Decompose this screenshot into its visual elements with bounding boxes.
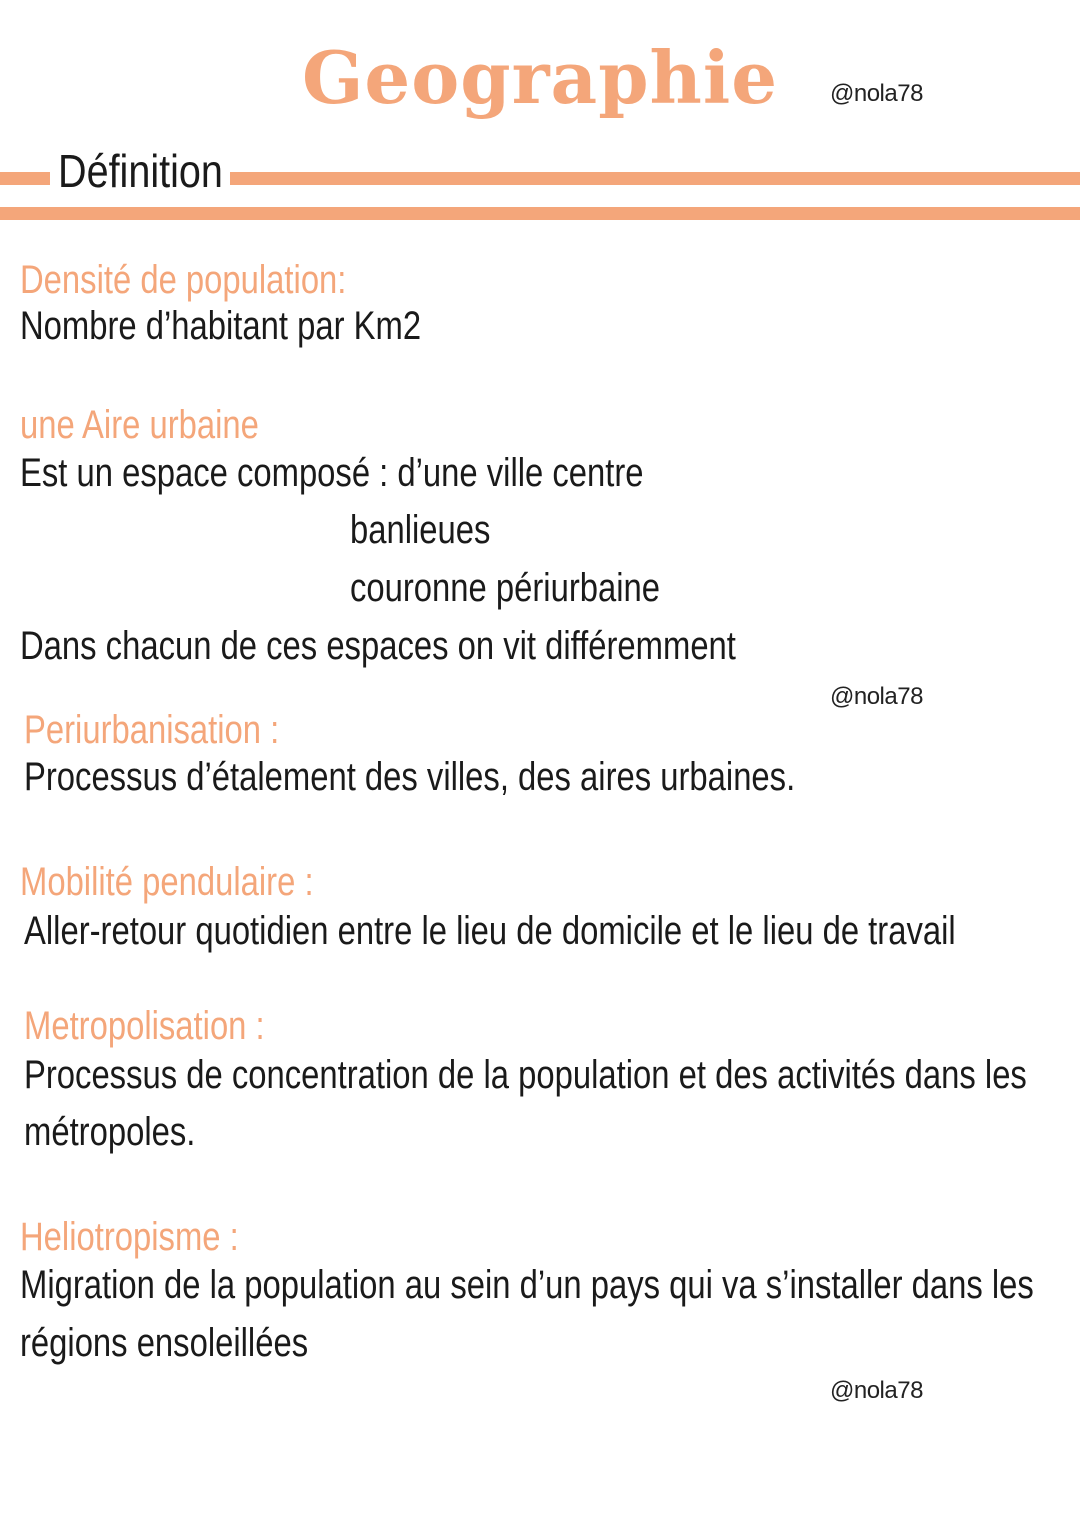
author-handle-top: @nola78 [830,80,923,107]
term-aire-urbaine: une Aire urbaine [20,403,259,447]
definition-aire-urbaine-line4: Dans chacun de ces espaces on vit différemment [20,624,736,668]
term-heliotropisme: Heliotropisme : [20,1215,239,1259]
term-densite: Densité de population: [20,258,347,302]
definition-metropolisation-line1: Processus de concentration de la population et des activités dans les [24,1053,1027,1097]
definition-aire-urbaine-line1: Est un espace composé : d’une ville centre [20,451,644,495]
header-rule-bottom [0,207,1080,220]
definition-mobilite-pendulaire: Aller-retour quotidien entre le lieu de domicile et le lieu de travail [24,909,956,953]
author-handle-middle: @nola78 [830,683,923,710]
definition-aire-urbaine-line3: couronne périurbaine [350,566,660,610]
definition-periurbanisation: Processus d’étalement des villes, des aires urbaines. [24,755,796,799]
page-title: Geographie [301,35,779,120]
definition-metropolisation-line2: métropoles. [24,1110,196,1154]
header-rule-top [230,172,1080,185]
definition-heliotropisme-line2: régions ensoleillées [20,1321,309,1365]
section-label: Définition [58,145,223,197]
header-rule-left [0,172,50,185]
term-metropolisation: Metropolisation : [24,1004,265,1048]
definition-heliotropisme-line1: Migration de la population au sein d’un pays qui va s’installer dans les [20,1263,1034,1307]
author-handle-bottom: @nola78 [830,1377,923,1404]
definition-densite: Nombre d’habitant par Km2 [20,304,422,348]
term-mobilite-pendulaire: Mobilité pendulaire : [20,860,314,904]
definition-aire-urbaine-line2: banlieues [350,508,491,552]
term-periurbanisation: Periurbanisation : [24,708,280,752]
